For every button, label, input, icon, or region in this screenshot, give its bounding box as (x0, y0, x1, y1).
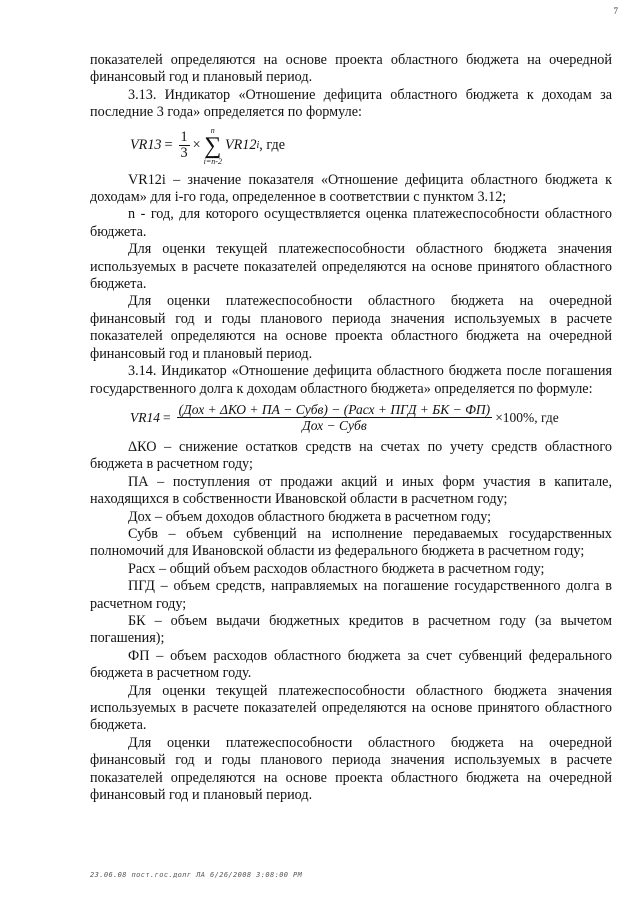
document-body (90, 52, 612, 804)
sum-lower-limit: i=n-2 (203, 156, 222, 166)
page-number: 7 (613, 6, 618, 16)
definition-rasx: Расх – общий объем расходов областного бюджета в расчетном году; (128, 560, 545, 577)
sum-upper-limit: n (210, 125, 215, 135)
section-3-13: 3.13. Индикатор «Отношение дефицита областного бюджета к доходам за последние 3 года» определяется по формуле: (90, 86, 612, 121)
definition-pa: ПА – поступления от продажи акций и иных форм участия в капитале, находящихся в собственности Ивановской области в расчетном году; (90, 473, 612, 508)
formula-suffix: , где (534, 409, 559, 425)
document-footer: 23.06.08 пост.гос.долг ЛА 6/26/2008 3:08:00 PM (90, 871, 303, 879)
formula-times: × (192, 136, 201, 153)
formula-term-subscript: i (256, 139, 260, 151)
formula-lhs: VR13 (130, 136, 162, 153)
formula-suffix: , где (259, 136, 285, 153)
definition-dko: ΔКО – снижение остатков средств на счетах по учету средств областного бюджета в расчетном году; (90, 438, 612, 473)
definition-subv: Субв – объем субвенций на исполнение передаваемых государственных полномочий для Ивановской области из федерального бюджета в расчетном году; (90, 525, 612, 560)
paragraph: Для оценки платежеспособности областного бюджета на очередной финансовый год и годы планового периода значения используемых в расчете показателей определяются на основе проекта областного бюджета на очередной финансовый год и плановый период. (90, 734, 612, 804)
definition-fp: ФП – объем расходов областного бюджета за счет субвенций федерального бюджета в расчетном году. (90, 647, 612, 682)
definition-bk: БК – объем выдачи бюджетных кредитов в расчетном году (за вычетом погашения); (90, 612, 612, 647)
paragraph: Для оценки текущей платежеспособности областного бюджета значения используемых в расчете показателей определяются на основе принятого областного бюджета. (90, 682, 612, 734)
formula-lhs: VR14 (130, 409, 160, 425)
paragraph: Для оценки текущей платежеспособности областного бюджета значения используемых в расчете показателей определяются на основе принятого областного бюджета. (90, 241, 612, 293)
formula-vr13 (90, 126, 612, 166)
formula-fraction (179, 130, 190, 161)
formula-equals: = (164, 136, 173, 153)
formula-term: VR12 (224, 136, 257, 153)
fraction-denominator: 3 (180, 145, 188, 162)
section-3-14: 3.14. Индикатор «Отношение дефицита областного бюджета после погашения государственного долга к доходам областного бюджета» определяется по формуле: (90, 363, 612, 397)
formula-percent: ×100% (495, 409, 535, 425)
fraction-denominator: Дох − Субв (302, 417, 367, 433)
paragraph: показателей определяются на основе проекта областного бюджета на очередной финансовый год и плановый период. (90, 52, 612, 86)
fraction-numerator: 1 (180, 129, 188, 146)
formula-fraction (177, 402, 493, 433)
definition-pgd: ПГД – объем средств, направляемых на погашение государственного долга в расчетном году; (90, 578, 612, 612)
formula-vr14 (90, 402, 612, 433)
formula-equals: = (163, 409, 171, 425)
sigma-symbol: ∑ (204, 132, 222, 159)
definition-n: n - год, для которого осуществляется оценка платежеспособности областного бюджета. (90, 206, 612, 240)
definition-vr12i: VR12i – значение показателя «Отношение дефицита областного бюджета к доходам» для i-го года, определенное в соответствии с пунктом 3.12; (90, 171, 612, 206)
paragraph: Для оценки платежеспособности областного бюджета на очередной финансовый год и годы планового периода значения используемых в расчете показателей определяются на основе проекта областного бюджета на очередной финансовый год и плановый период. (90, 293, 612, 362)
definition-dox: Дох – объем доходов областного бюджета в расчетном году; (128, 508, 492, 525)
fraction-numerator: (Дох + ΔКО + ПА − Субв) − (Расх + ПГД + БК − ФП) (178, 401, 491, 417)
summation (204, 126, 222, 166)
